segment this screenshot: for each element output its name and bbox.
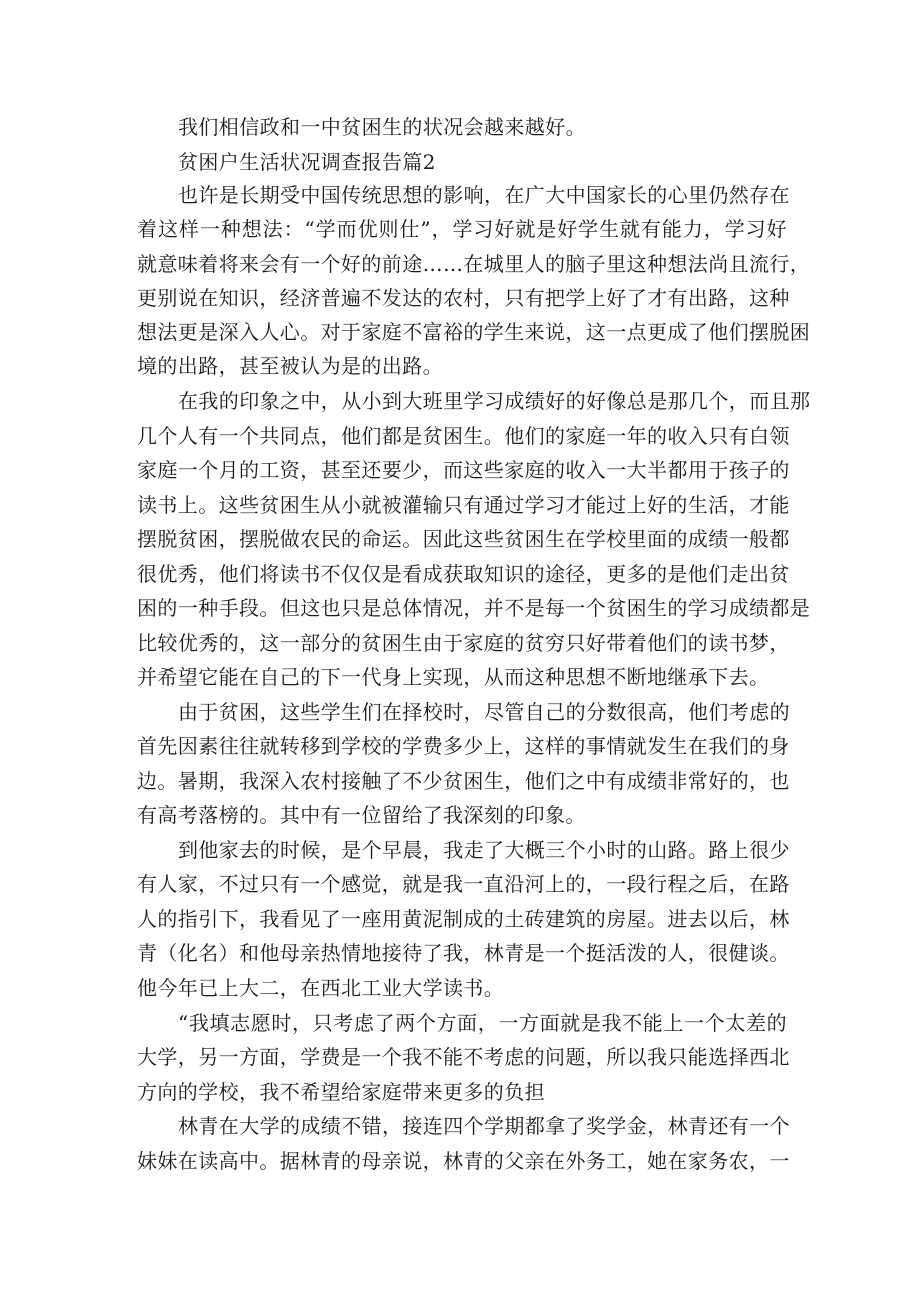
- paragraph-4-line-3: 人的指引下，我看见了一座用黄泥制成的土砖建筑的房屋。进去以后，林: [137, 907, 790, 931]
- section-heading: 贫困户生活状况调查报告篇2: [178, 150, 436, 174]
- paragraph-2-line-4: 读书上。这些贫困生从小就被灌输只有通过学习才能过上好的生活，才能: [137, 493, 790, 517]
- paragraph-2-line-8: 比较优秀的，这一部分的贫困生由于家庭的贫穷只好带着他们的读书梦，: [137, 631, 790, 655]
- paragraph-2-line-5: 摆脱贫困，摆脱做农民的命运。因此这些贫困生在学校里面的成绩一般都: [137, 527, 790, 551]
- paragraph-closing-line: 我们相信政和一中贫困生的状况会越来越好。: [178, 115, 586, 139]
- paragraph-1-line-4: 更别说在知识，经济普遍不发达的农村，只有把学上好了才有出路，这种: [137, 286, 790, 310]
- paragraph-2-line-7: 困的一种手段。但这也只是总体情况，并不是每一个贫困生的学习成绩都是: [137, 596, 811, 620]
- paragraph-2-line-1: 在我的印象之中，从小到大班里学习成绩好的好像总是那几个，而且那: [178, 389, 811, 413]
- paragraph-2-line-3: 家庭一个月的工资，甚至还要少，而这些家庭的收入一大半都用于孩子的: [137, 458, 790, 482]
- paragraph-6-line-1: 林青在大学的成绩不错，接连四个学期都拿了奖学金，林青还有一个: [178, 1114, 790, 1138]
- paragraph-5-line-2: 大学，另一方面，学费是一个我不能不考虑的问题，所以我只能选择西北: [137, 1045, 790, 1069]
- paragraph-4-line-5: 他今年已上大二，在西北工业大学读书。: [137, 976, 505, 1000]
- paragraph-1-line-1: 也许是长期受中国传统思想的影响，在广大中国家长的心里仍然存在: [178, 183, 790, 207]
- paragraph-1-line-2: 着这样一种想法：“学而优则仕”，学习好就是好学生就有能力，学习好: [137, 217, 787, 241]
- paragraph-1-line-3: 就意味着将来会有一个好的前途……在城里人的脑子里这种想法尚且流行，: [137, 252, 811, 276]
- paragraph-3-line-1: 由于贫困，这些学生们在择校时，尽管自己的分数很高，他们考虑的: [178, 700, 790, 724]
- paragraph-2-line-2: 几个人有一个共同点，他们都是贫困生。他们的家庭一年的收入只有白领: [137, 424, 790, 448]
- paragraph-4-line-4: 青（化名）和他母亲热情地接待了我，林青是一个挺活泼的人，很健谈。: [137, 941, 790, 965]
- paragraph-1-line-6: 境的出路，甚至被认为是的出路。: [137, 354, 443, 378]
- paragraph-3-line-4: 有高考落榜的。其中有一位留给了我深刻的印象。: [137, 803, 586, 827]
- paragraph-6-line-2: 妹妹在读高中。据林青的母亲说，林青的父亲在外务工，她在家务农，一: [137, 1149, 790, 1173]
- paragraph-2-line-9: 并希望它能在自己的下一代身上实现，从而这种思想不断地继承下去。: [137, 665, 770, 689]
- paragraph-3-line-2: 首先因素往往就转移到学校的学费多少上，这样的事情就发生在我们的身: [137, 734, 790, 758]
- paragraph-5-line-1: “我填志愿时，只考虑了两个方面，一方面就是我不能上一个太差的: [178, 1011, 787, 1035]
- paragraph-2-line-6: 很优秀，他们将读书不仅仅是看成获取知识的途径，更多的是他们走出贫: [137, 562, 790, 586]
- paragraph-5-line-3: 方向的学校，我不希望给家庭带来更多的负担: [137, 1080, 545, 1104]
- paragraph-4-line-1: 到他家去的时候，是个早晨，我走了大概三个小时的山路。路上很少: [178, 838, 790, 862]
- paragraph-4-line-2: 有人家，不过只有一个感觉，就是我一直沿河上的，一段行程之后，在路: [137, 872, 790, 896]
- paragraph-3-line-3: 边。暑期，我深入农村接触了不少贫困生，他们之中有成绩非常好的，也: [137, 769, 790, 793]
- paragraph-1-line-5: 想法更是深入人心。对于家庭不富裕的学生来说，这一点更成了他们摆脱困: [137, 320, 811, 344]
